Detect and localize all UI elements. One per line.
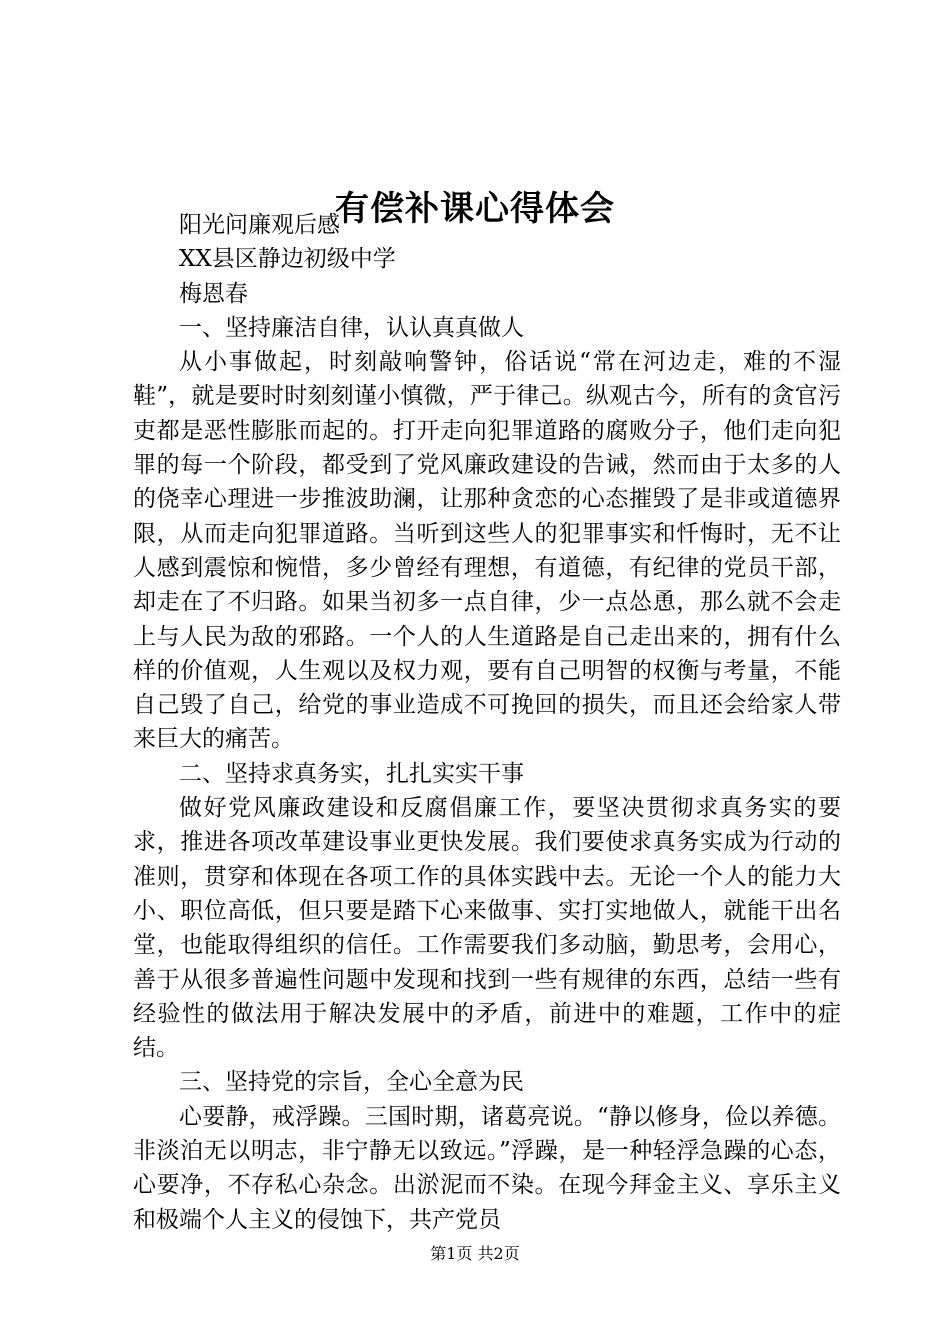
- section-heading: 一、坚持廉洁自律，认认真真做人: [179, 314, 524, 341]
- body-paragraph: 阳光问廉观后感: [179, 212, 340, 238]
- document-body: [133, 208, 841, 1237]
- document-title: 有偿补课心得体会: [335, 189, 615, 229]
- body-paragraph: XX县区静边初级中学: [179, 246, 396, 273]
- section-heading: 二、坚持求真务实，扎扎实实干事: [179, 760, 524, 787]
- body-paragraph: 做好党风廉政建设和反腐倡廉工作，要坚决贯彻求真务实的要求，推进各项改革建设事业更快发展。我们要使求真务实成为行动的准则，贯穿和体现在各项工作的具体实践中去。无论一个人的能力大小、职位高低，但只要是踏下心来做事、实打实地做人，就能干出名堂，也能取得组织的信任。工作需要我们多动脑，勤思考，会用心，善于从很多普遍性问题中发现和找到一些有规律的东西，总结一些有经验性的做法用于解决发展中的矛盾，前进中的难题，工作中的症结。: [133, 795, 841, 1062]
- section-heading: 三、坚持党的宗旨，全心全意为民: [179, 1069, 524, 1096]
- body-paragraph: 心要静，戒浮躁。三国时期，诸葛亮说。“静以修身，俭以养德。非淡泊无以明志，非宁静无以致远。”浮躁，是一种轻浮急躁的心态，心要净，不存私心杂念。出淤泥而不染。在现今拜金主义、享乐主义和极端个人主义的侵蚀下，共产党员: [133, 1103, 841, 1233]
- body-paragraph: 梅恩春: [179, 280, 248, 307]
- body-paragraph: 从小事做起，时刻敲响警钟，俗话说“常在河边走，难的不湿鞋”，就是要时时刻刻谨小慎微，严于律己。纵观古今，所有的贪官污吏都是恶性膨胀而起的。打开走向犯罪道路的腐败分子，他们走向犯罪的每一个阶段，都受到了党风廉政建设的告诫，然而由于太多的人的侥幸心理进一步推波助澜，让那种贪恋的心态摧毁了是非或道德界限，从而走向犯罪道路。当听到这些人的犯罪事实和忏悔时，无不让人感到震惊和惋惜，多少曾经有理想，有道德，有纪律的党员干部，却走在了不归路。如果当初多一点自律，少一点怂恿，那么就不会走上与人民为敌的邪路。一个人的人生道路是自己走出来的，拥有什么样的价值观，人生观以及权力观，要有自己明智的权衡与考量，不能自己毁了自己，给党的事业造成不可挽回的损失，而且还会给家人带来巨大的痛苦。: [133, 349, 841, 753]
- page-footer: 第1页 共2页: [430, 1244, 520, 1263]
